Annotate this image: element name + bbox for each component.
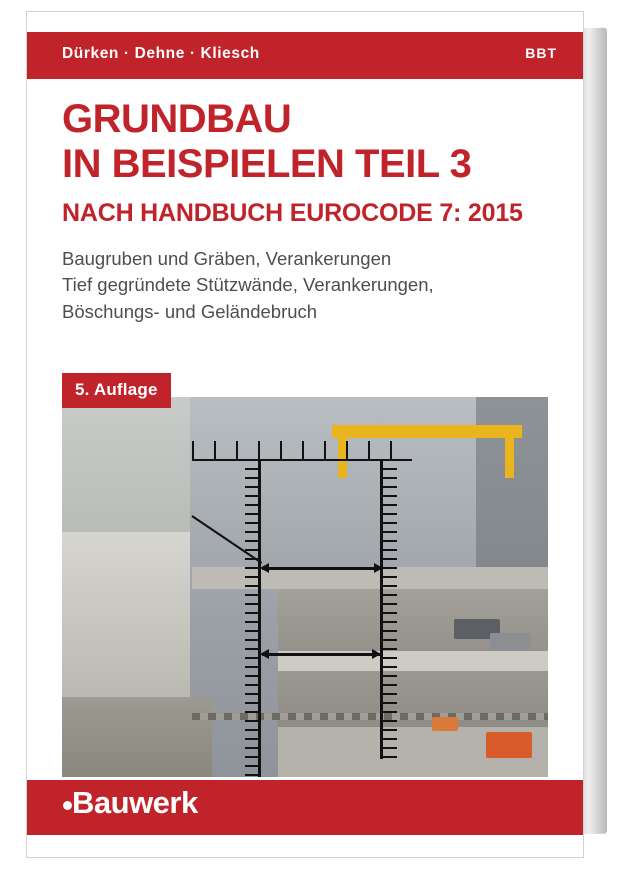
publisher-logo-text: Bauwerk bbox=[72, 785, 198, 820]
overlay-arrowhead-lower-right bbox=[372, 649, 381, 659]
crane-beam bbox=[332, 425, 522, 438]
crane-leg-right bbox=[505, 438, 514, 478]
overlay-hatch-left bbox=[245, 459, 259, 777]
description-block bbox=[62, 246, 562, 326]
title-line-1: GRUNDBAU bbox=[62, 97, 292, 141]
overlay-ground-line bbox=[192, 459, 412, 461]
overlay-strut-lower bbox=[262, 653, 380, 656]
description-line-2: Tief gegründete Stützwände, Verankerungen, bbox=[62, 274, 434, 296]
overlay-arrowhead-upper-left bbox=[260, 563, 269, 573]
overlay-arrowhead-lower-left bbox=[260, 649, 269, 659]
authors-line: Dürken · Dehne · Kliesch bbox=[62, 45, 260, 62]
overlay-strut-upper bbox=[262, 567, 382, 570]
overlay-wall-right bbox=[380, 459, 383, 759]
overlay-load-ticks bbox=[192, 441, 412, 459]
publisher-mark: BBT bbox=[525, 45, 557, 61]
logo-dot-icon bbox=[63, 801, 72, 810]
overlay-arrowhead-upper-right bbox=[374, 563, 383, 573]
book-front-cover bbox=[27, 12, 583, 857]
edition-badge: 5. Auflage bbox=[62, 373, 171, 408]
description-line-1: Baugruben und Gräben, Verankerungen bbox=[62, 247, 392, 269]
publisher-logo bbox=[61, 785, 198, 821]
book-page-block bbox=[581, 28, 607, 834]
cover-photo bbox=[62, 397, 548, 777]
overlay-wall-left bbox=[258, 459, 261, 777]
description-line-3: Böschungs- und Geländebruch bbox=[62, 300, 318, 322]
overlay-hatch-right bbox=[383, 459, 397, 759]
photo-soil bbox=[62, 697, 212, 777]
title-block bbox=[62, 97, 562, 325]
photo-machine-orange-small bbox=[432, 717, 458, 731]
photo-machine-orange bbox=[486, 732, 532, 758]
book-cover-3d bbox=[27, 12, 607, 857]
subtitle: NACH HANDBUCH EUROCODE 7: 2015 bbox=[62, 198, 523, 227]
photo-vehicle-2 bbox=[490, 633, 530, 651]
title-line-2: IN BEISPIELEN TEIL 3 bbox=[62, 141, 472, 186]
